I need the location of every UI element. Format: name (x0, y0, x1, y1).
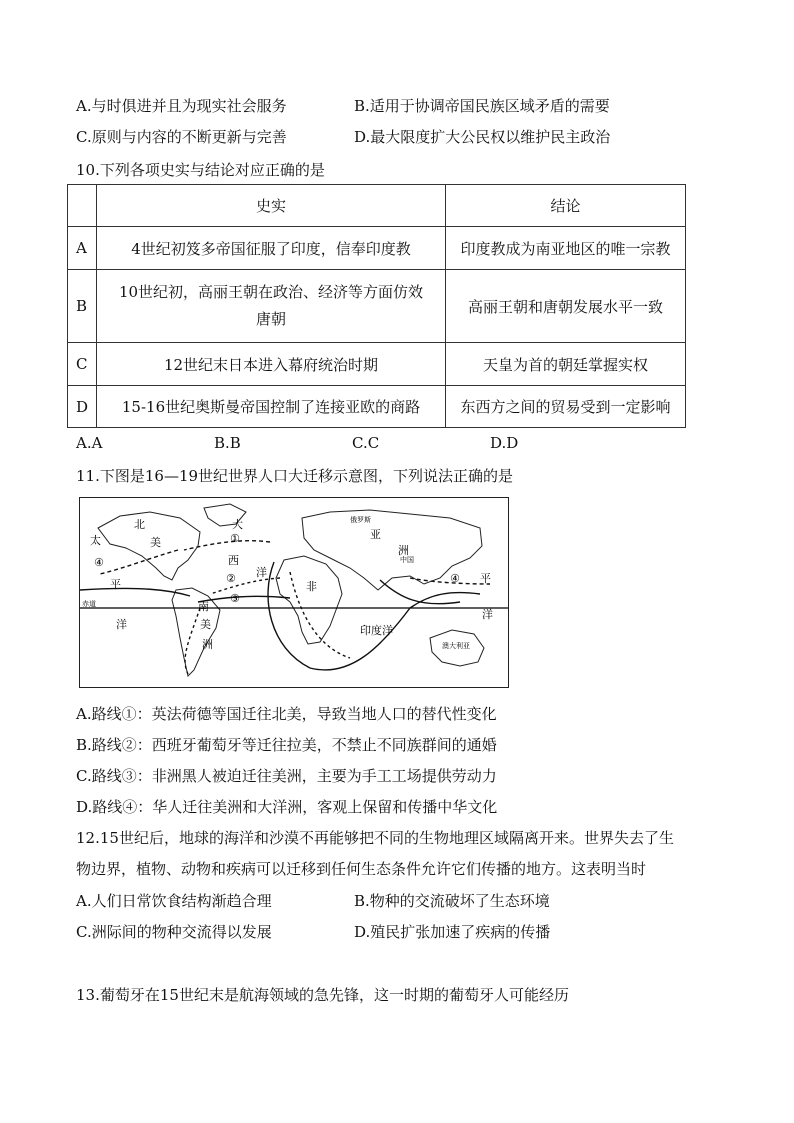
label-america-n: 美 (150, 536, 161, 549)
label-zhongguo: 中国 (400, 556, 414, 564)
label-da: 大 (232, 518, 243, 531)
q10-table (67, 184, 686, 428)
q9-option-d: D.最大限度扩大公民权以维护民主政治 (354, 128, 611, 146)
world-map-graphic (80, 498, 508, 687)
row-fact: 12世纪末日本进入幕府统治时期 (97, 343, 446, 386)
label-nan: 南 (198, 600, 209, 613)
row-fact-line2: 唐朝 (255, 310, 286, 328)
q9-option-b: B.适用于协调帝国民族区域矛盾的需要 (354, 97, 610, 115)
label-route-2: ② (226, 572, 236, 585)
row-conclusion: 印度教成为南亚地区的唯一宗教 (446, 227, 686, 270)
africa-outline (276, 556, 342, 644)
label-zhou: 洲 (398, 544, 409, 557)
label-ping-right: 平 (480, 572, 491, 585)
table-row (68, 270, 686, 343)
q11-option-c: C.路线③：非洲黑人被迫迁往美洲，主要为手工工场提供劳动力 (76, 767, 497, 785)
label-taiping-top: 太 (90, 534, 101, 547)
row-conclusion: 东西方之间的贸易受到一定影响 (446, 386, 686, 428)
row-fact (97, 270, 446, 343)
label-route-4a: ④ (94, 556, 104, 569)
pacific-route-path (80, 588, 190, 596)
table-header-conclusion: 结论 (446, 185, 686, 227)
q11-stem: 11.下图是16—19世纪世界人口大迁移示意图，下列说法正确的是 (76, 467, 514, 485)
route-1-path (184, 541, 270, 550)
row-conclusion: 天皇为首的朝廷掌握实权 (446, 343, 686, 386)
label-asia: 亚 (370, 528, 381, 541)
q12-stem-line1: 12.15世纪后，地球的海洋和沙漠不再能够把不同的生物地理区域隔离开来。世界失去了生 (76, 829, 674, 847)
label-yang-right: 洋 (482, 608, 493, 621)
label-yang: 洋 (256, 566, 267, 579)
label-eluosi: 俄罗斯 (350, 516, 371, 524)
label-ping-left: 平 (110, 578, 121, 591)
q12-option-d: D.殖民扩张加速了疾病的传播 (354, 923, 551, 941)
q10-option-c: C.C (352, 434, 380, 452)
q12-option-b: B.物种的交流破坏了生态环境 (354, 892, 550, 910)
table-header-empty (68, 185, 97, 227)
q11-option-d: D.路线④：华人迁往美洲和大洋洲，客观上保留和传播中华文化 (76, 798, 498, 816)
row-label: B (68, 270, 97, 343)
q11-option-b: B.路线②：西班牙葡萄牙等迁往拉美，不禁止不同族群间的通婚 (76, 736, 497, 754)
row-conclusion: 高丽王朝和唐朝发展水平一致 (446, 270, 686, 343)
label-fei: 非 (306, 580, 317, 593)
row-label: A (68, 227, 97, 270)
route-4a-path (100, 550, 178, 574)
table-row (68, 343, 686, 386)
q12-stem-line2: 物边界，植物、动物和疾病可以迁移到任何生态条件允许它们传播的地方。这表明当时 (76, 860, 647, 878)
migration-map (79, 497, 509, 688)
table-row (68, 386, 686, 428)
q11-option-a: A.路线①：英法荷德等国迁往北美，导致当地人口的替代性变化 (76, 705, 497, 723)
label-zhou2: 洲 (202, 638, 213, 651)
label-aozhou: 澳大利亚 (442, 642, 470, 650)
q10-option-a: A.A (76, 434, 103, 452)
q9-option-c: C.原则与内容的不断更新与完善 (76, 128, 287, 146)
africa-route-path (290, 572, 350, 658)
label-xi: 西 (228, 554, 239, 567)
row-fact-line1: 10世纪初，高丽王朝在政治、经济等方面仿效 (118, 283, 424, 301)
q13-stem: 13.葡萄牙在15世纪末是航海领域的急先锋，这一时期的葡萄牙人可能经历 (76, 986, 569, 1004)
q9-option-a: A.与时俱进并且为现实社会服务 (76, 97, 287, 115)
label-yang-left: 洋 (116, 618, 127, 631)
cape-route-path (268, 562, 480, 670)
row-label: C (68, 343, 97, 386)
row-fact: 4世纪初笈多帝国征服了印度，信奉印度教 (97, 227, 446, 270)
label-route-1: ① (230, 532, 240, 545)
row-fact: 15-16世纪奥斯曼帝国控制了连接亚欧的商路 (97, 386, 446, 428)
label-route-3: ③ (230, 592, 240, 605)
table-row (68, 227, 686, 270)
label-north: 北 (134, 518, 145, 531)
q12-option-c: C.洲际间的物种交流得以发展 (76, 923, 272, 941)
south-america-outline (172, 588, 220, 676)
north-america-outline (98, 512, 200, 580)
label-route-4b: ④ (450, 572, 460, 585)
indian-route-path (380, 580, 460, 604)
q10-option-b: B.B (214, 434, 241, 452)
q12-option-a: A.人们日常饮食结构渐趋合理 (76, 892, 272, 910)
south-america-route-path (185, 608, 200, 674)
table-header-fact: 史实 (97, 185, 446, 227)
row-label: D (68, 386, 97, 428)
label-yindu: 印度洋 (360, 624, 393, 637)
label-chidao: 赤道 (82, 600, 96, 608)
label-mei: 美 (200, 618, 211, 631)
table-header-row (68, 185, 686, 227)
q10-option-d: D.D (490, 434, 519, 452)
q10-stem: 10.下列各项史实与结论对应正确的是 (76, 161, 325, 179)
